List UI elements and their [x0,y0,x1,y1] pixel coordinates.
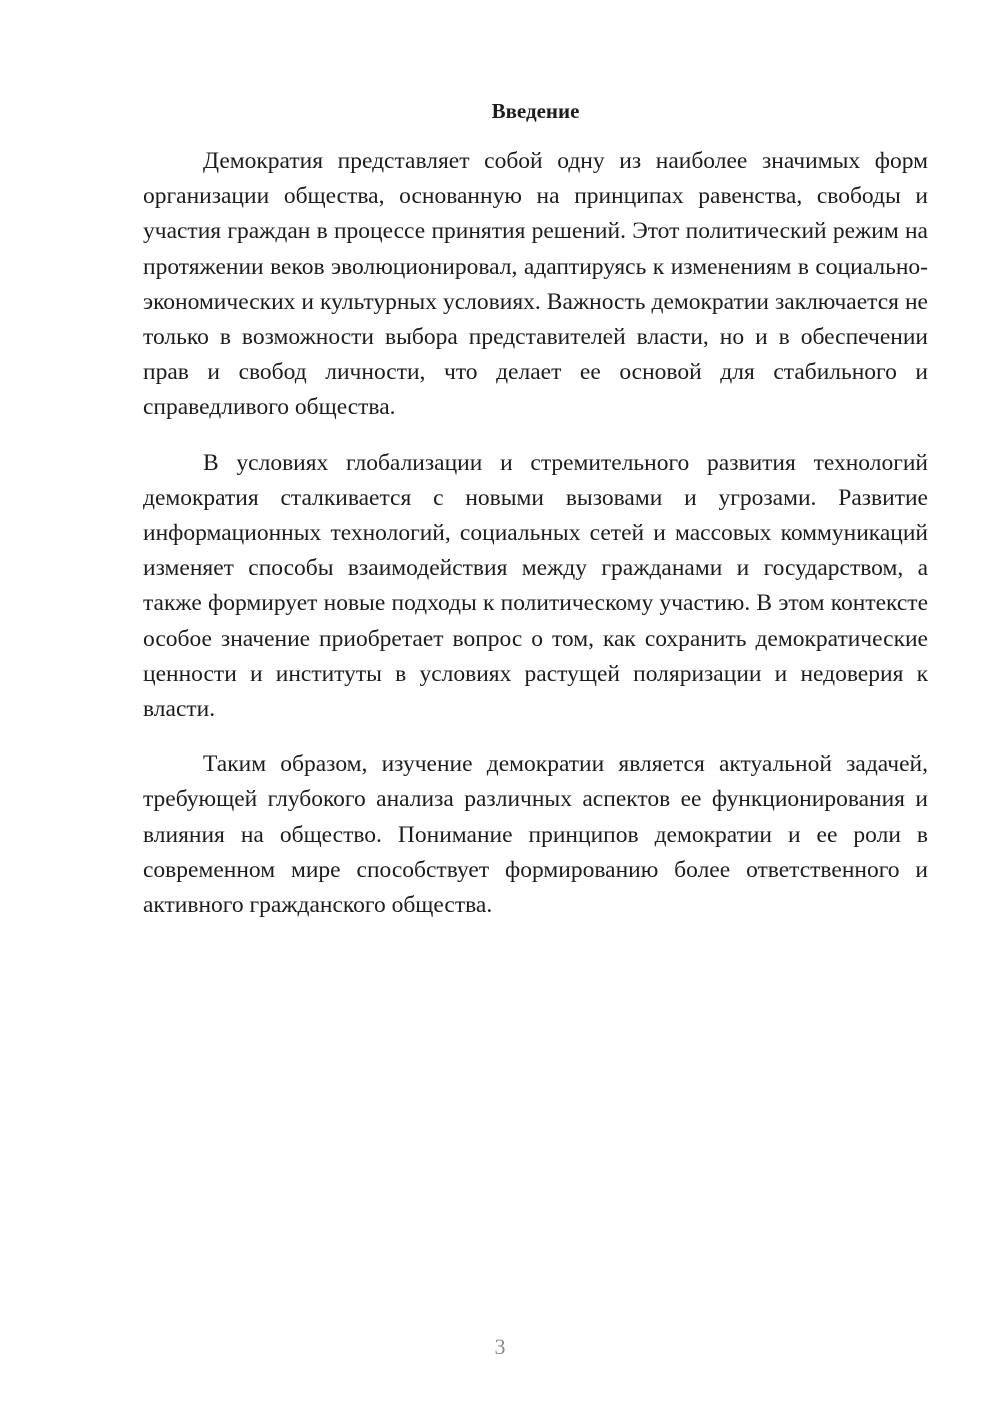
paragraph-1: Демократия представляет собой одну из наиболее значимых форм организации общества, основанную на принципах равенства, свободы и участия граждан в процессе принятия решений. Этот политический режим на протяжении веков эволюционировал, адаптируясь к изменениям в социально-экономических и культурных условиях. Важность демократии заключается не только в возможности выбора представителей власти, но и в обеспечении прав и свобод личности, что делает ее основой для стабильного и справедливого общества. [143,148,928,421]
section-title: Введение [491,99,580,123]
paragraph-3: Таким образом, изучение демократии является актуальной задачей, требующей глубокого анализа различных аспектов ее функционирования и влияния на общество. Понимание принципов демократии и ее роли в современном мире способствует формированию более ответственного и активного гражданского общества. [143,751,928,919]
paragraph-2: В условиях глобализации и стремительного развития технологий демократия сталкивается с новыми вызовами и угрозами. Развитие информационных технологий, социальных сетей и массовых коммуникаций изменяет способы взаимодействия между гражданами и государством, а также формирует новые подходы к политическому участию. В этом контексте особое значение приобретает вопрос о том, как сохранить демократические ценности и институты в условиях растущей поляризации и недоверия к власти. [143,449,928,723]
page-content [143,98,928,943]
page-number: 3 [494,1334,506,1359]
